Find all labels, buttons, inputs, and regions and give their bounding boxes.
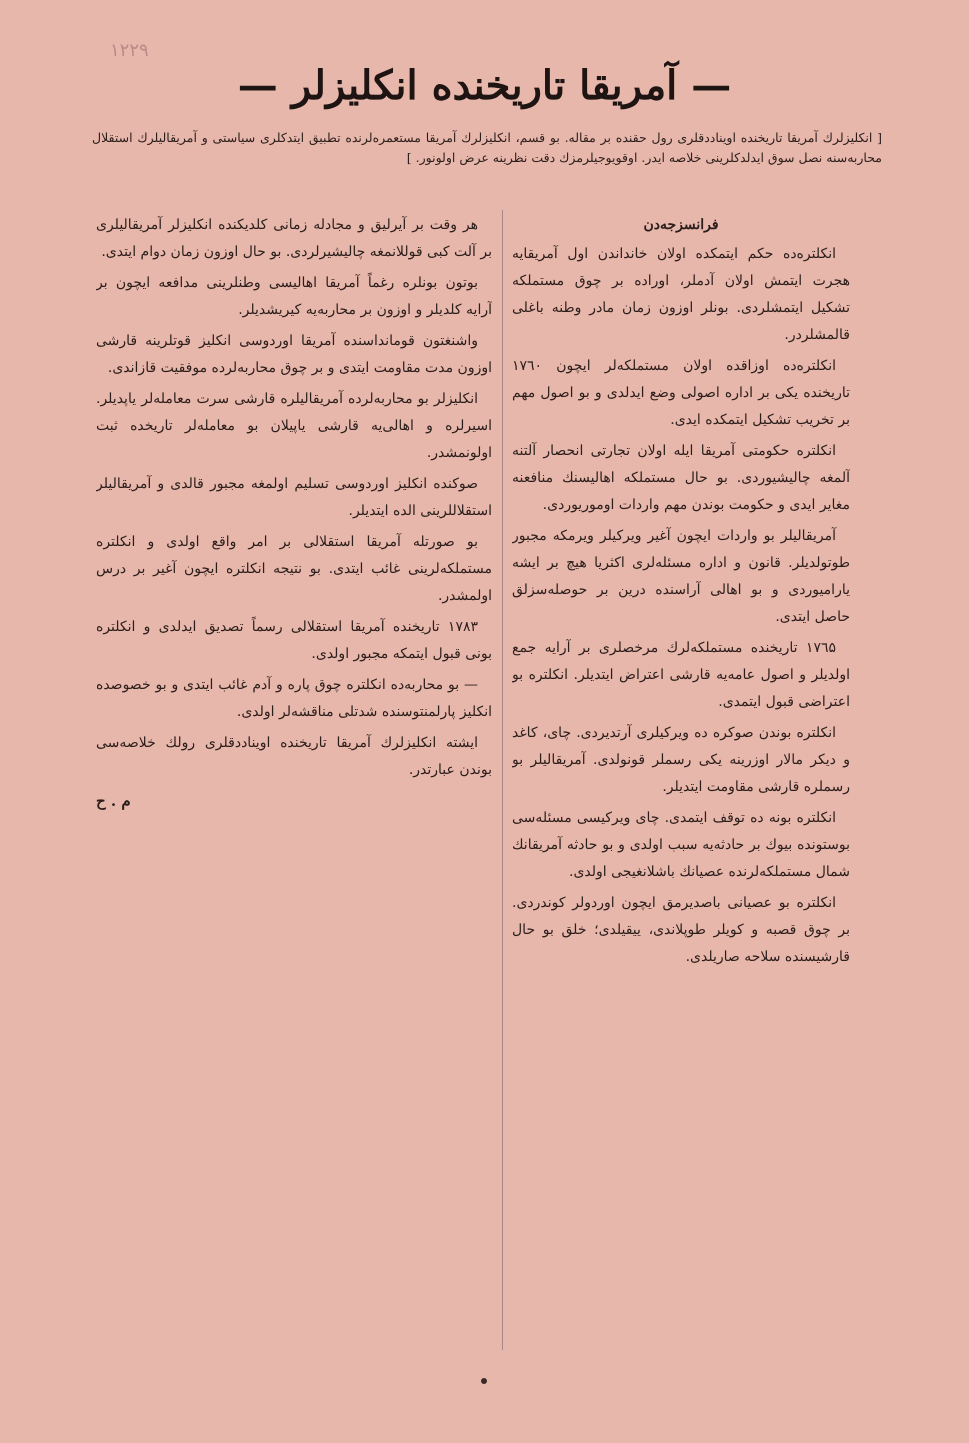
paragraph: انکلتره بو عصیانی باصدیرمق ایچون اوردولر کوندردی. بر چوق قصبه و کویلر طوپلاندی، ییقیلدی؛ خلق بو حال قارشیسنده سلاحه صاریلدی. xyxy=(512,895,850,965)
article-title: — آمریقا تاریخنده انکلیزلر — xyxy=(237,62,732,109)
article-intro: [ انکلیزلرك آمریقا تاریخنده اویناددقلری رول حقنده بر مقاله. بو قسم، انکلیزلرك آمریقا مستعمره‌لرنده تطبیق ایتدکلری سیاستی و آمریقالیلرك استقلال محاربه‌سنه نصل سوق ایدلدکلرینی خلاصه ایدر. اوقویوجیلرمزك دقت نظرینه عرض اولونور. ] xyxy=(92,130,882,165)
paragraph: انکلتره‌ده حکم ایتمکده اولان خانداندن اول آمریقایه هجرت ایتمش اولان آدملر، اوراده بر چوق مستملکه تشکیل ایتمشلردی. بونلر اوزون زمان مادر وطنه باغلی قالمشلردر. xyxy=(512,246,850,343)
paragraph: انکلتره بوندن صوکره ده ویرکیلری آرتدیردی. چای، کاغد و دیکر مالار اوزرینه یکی رسملر قونولدی. آمریقالیلر بو رسملره قارشی مقاومت ایتدیلر. xyxy=(512,725,850,795)
right-column xyxy=(512,212,850,1352)
paragraph: آمریقالیلر بو واردات ایچون آغیر ویرکیلر ویرمکه مجبور طوتولدیلر. قانون و اداره مسئله‌لری اکثریا هیچ بر ایشه یارامیوردی و بو اهالی آراسنده درین بر حوصله‌سزلق حاصل ایتدی. xyxy=(512,528,850,625)
page-number: ۱۲۲۹ xyxy=(110,40,149,61)
page-ornament xyxy=(481,1378,487,1384)
paragraph: ۱۷٦۵ تاریخنده مستملکه‌لرك مرخصلری بر آرایه جمع اولدیلر و اصول عامه‌یه قارشی اعتراض ایتدیلر. انکلتره بو اعتراضی قبول ایتمدی. xyxy=(512,640,850,710)
left-column xyxy=(96,212,492,1352)
paragraph: انکلتره‌ده اوزاقده اولان مستملکه‌لر ایچون ۱۷٦۰ تاریخنده یکی بر اداره اصولی وضع ایدلدی و بو اصول مهم بر تخریب تشکیل ایتمکده ایدی. xyxy=(512,358,850,428)
paragraph: انکلتره بونه ده توقف ایتمدی. چای ویرکیسی مسئله‌سی بوستونده بیوك بر حادثه‌یه سبب اولدی و بو حادثه آمریقانك شمال مستملکه‌لرنده عصیانك باشلانغیجی اولدی. xyxy=(512,810,850,880)
column-divider xyxy=(502,210,503,1350)
paragraph: انکلتره حکومتی آمریقا ایله اولان تجارتی انحصار آلتنه آلمغه چالیشیوردی. بو حال مستملکه اهالیسنك منافعنه مغایر ایدی و حکومت بوندن مهم واردات اوموریوردی. xyxy=(512,443,850,513)
paragraph: ایشته انکلیزلرك آمریقا تاریخنده اویناددقلری رولك خلاصه‌سی بوندن عبارتدر. xyxy=(96,735,492,778)
paragraph: صوکنده انکلیز اوردوسی تسلیم اولمغه مجبور قالدی و آمریقالیلر استقلاللرینی الده ایتدیلر. xyxy=(96,476,492,519)
paragraph: بو صورتله آمریقا استقلالی بر امر واقع اولدی و انکلتره مستملکه‌لرینی غائب ایتدی. بو نتیجه انکلتره ایچون آغیر بر درس اولمشدر. xyxy=(96,534,492,604)
paragraph: واشنغتون قومانداسنده آمریقا اوردوسی انکلیز قوتلرینه قارشی اوزون مدت مقاومت ایتدی و بر چوق محاربه‌لرده موفقیت قازاندی. xyxy=(96,333,492,376)
author-signature: م . ح xyxy=(96,792,131,810)
section-heading: فرانسزجه‌دن xyxy=(643,217,719,233)
paragraph: بوتون بونلره رغماً آمریقا اهالیسی وطنلرینی مدافعه ایچون بر آرایه کلدیلر و اوزون بر محاربه‌یه کیریشدیلر. xyxy=(96,275,492,318)
paragraph: هر وقت بر آیرلیق و مجادله زمانی کلدیکنده انکلیزلر آمریقالیلری بر آلت کبی قوللانمغه چالیشیرلردی. بو حال اوزون زمان دوام ایتدی. xyxy=(96,217,492,260)
paragraph: انکلیزلر بو محاربه‌لرده آمریقالیلره قارشی سرت معامله‌لر یاپدیلر. اسیرلره و اهالی‌یه قارشی یاپیلان بو معامله‌لر تاریخده ثبت اولونمشدر. xyxy=(96,391,492,461)
paragraph: ۱۷۸۳ تاریخنده آمریقا استقلالی رسماً تصدیق ایدلدی و انکلتره بونی قبول ایتمکه مجبور اولدی. xyxy=(96,619,492,662)
paragraph: — بو محاربه‌ده انکلتره چوق پاره و آدم غائب ایتدی و بو خصوصده انکلیز پارلمنتوسنده شدتلی مناقشه‌لر اولدی. xyxy=(96,677,492,720)
